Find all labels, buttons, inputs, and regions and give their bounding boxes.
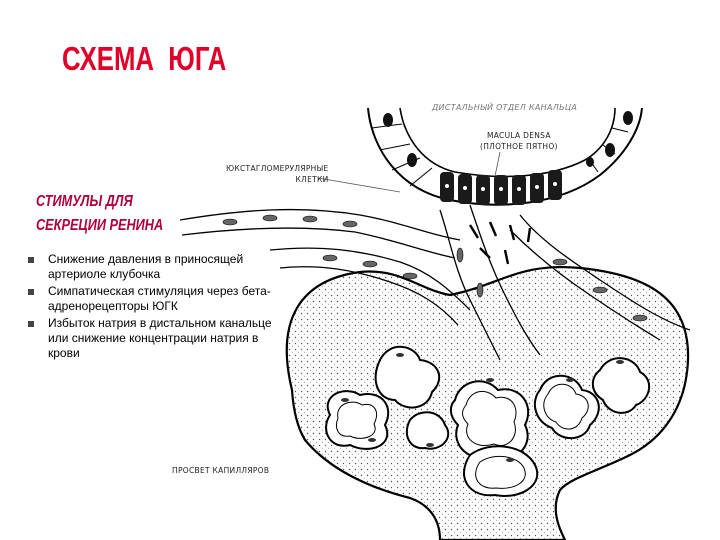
juxtaglomerular-label bbox=[226, 163, 329, 185]
stimuli-heading-line1: СТИМУЛЫ ДЛЯ bbox=[36, 193, 133, 210]
stimuli-heading-line2: СЕКРЕЦИИ РЕНИНА bbox=[36, 217, 164, 234]
slide-title: СХЕМА ЮГА bbox=[62, 40, 227, 77]
juxtaglomerular-label-line1: ЮКСТАГЛОМЕРУЛЯРНЫЕ bbox=[226, 164, 329, 173]
macula-densa-label bbox=[480, 130, 558, 152]
granular-cells bbox=[470, 222, 530, 264]
list-item-text: Симпатическая стимуляция через бета-адренорецепторы ЮГК bbox=[48, 284, 271, 313]
list-item-text: Избыток натрия в дистальном канальце или снижение концентрации натрия в крови bbox=[48, 316, 272, 360]
juxtaglomerular-label-line2: КЛЕТКИ bbox=[295, 175, 329, 184]
macula-densa-label-line2: (ПЛОТНОЕ ПЯТНО) bbox=[480, 142, 558, 151]
distal-tubule bbox=[368, 108, 642, 205]
macula-densa-label-line1: MACULA DENSA bbox=[486, 131, 551, 140]
distal-tubule-label: ДИСТАЛЬНЫЙ ОТДЕЛ КАНАЛЬЦА bbox=[432, 103, 578, 112]
list-item-text: Снижение давления в приносящей артериоле клубочка bbox=[48, 252, 244, 281]
capillary-lumen-label: ПРОСВЕТ КАПИЛЛЯРОВ bbox=[172, 466, 270, 475]
